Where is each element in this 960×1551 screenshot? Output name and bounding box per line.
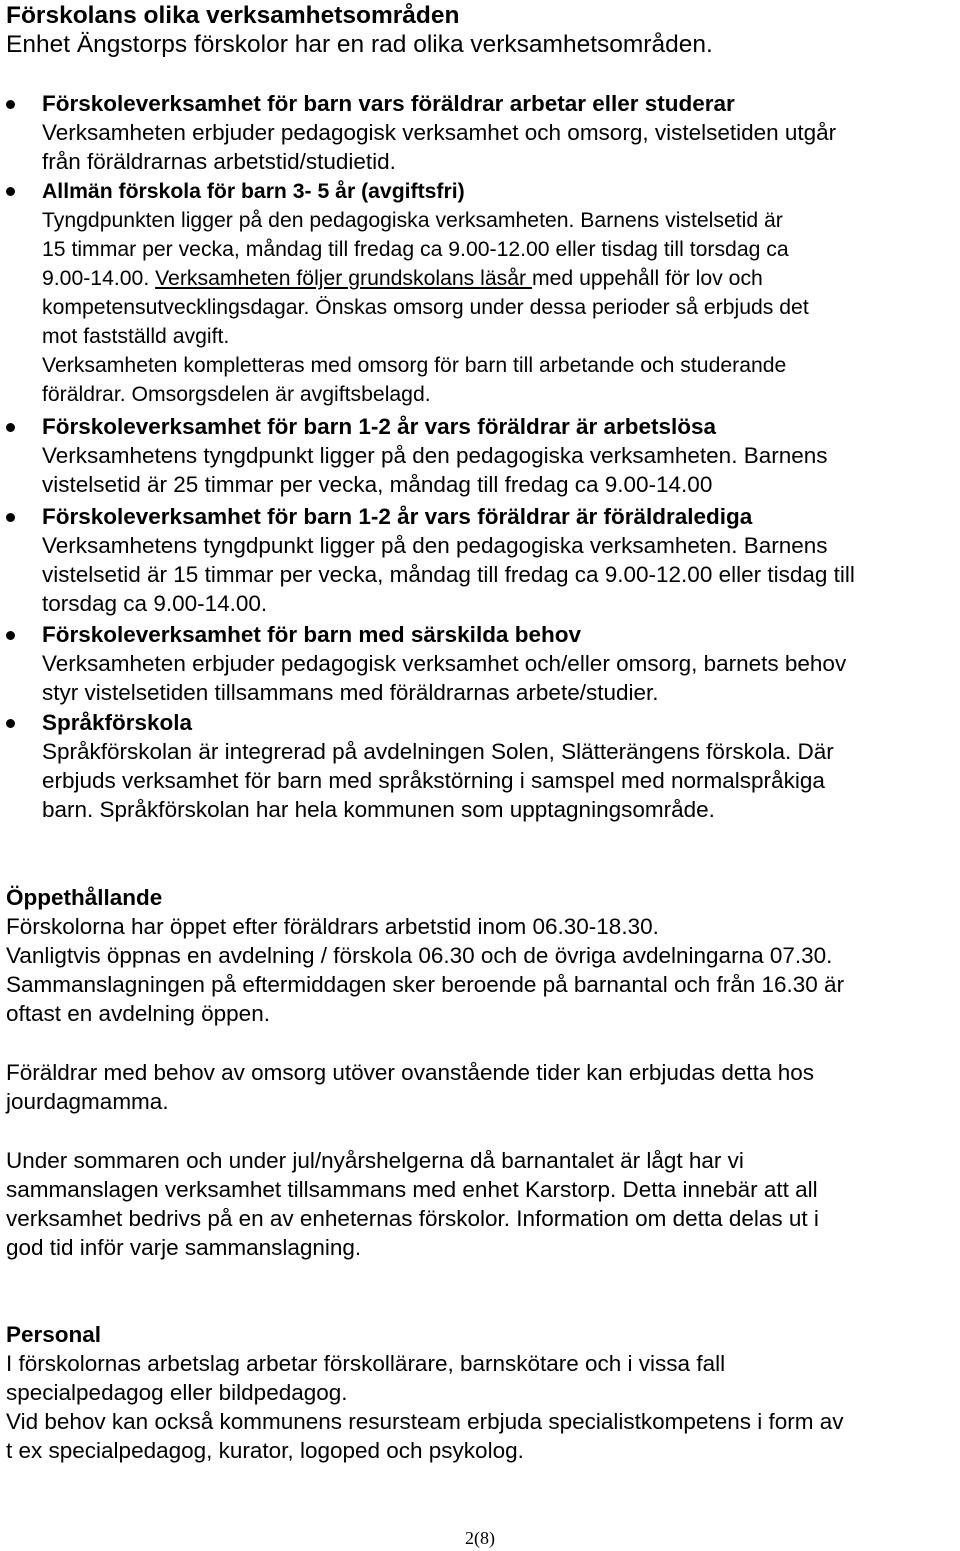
item-text: styr vistelsetiden tillsammans med föräldrarnas arbete/studier. <box>42 680 659 705</box>
paragraph-line: god tid inför varje sammanslagning. <box>6 1235 362 1260</box>
item-text-part: med uppehåll för lov och <box>531 267 763 290</box>
item-text: Språkförskolan är integrerad på avdelningen Solen, Slätterängens förskola. Där <box>42 739 834 764</box>
paragraph-line: Förskolorna har öppet efter föräldrars arbetstid inom 06.30-18.30. <box>6 914 659 939</box>
item-text: Verksamhetens tyngdpunkt ligger på den pedagogiska verksamheten. Barnens <box>42 533 828 558</box>
paragraph-line: Sammanslagningen på eftermiddagen sker beroende på barnantal och från 16.30 är <box>6 972 845 997</box>
item-text: torsdag ca 9.00-14.00. <box>42 591 268 616</box>
item-title: Förskoleverksamhet för barn 1-2 år vars föräldrar är föräldralediga <box>42 504 753 529</box>
item-text: mot fastställd avgift. <box>42 325 230 348</box>
item-text: kompetensutvecklingsdagar. Önskas omsorg under dessa perioder så erbjuds det <box>42 296 809 319</box>
page-number: 2(8) <box>465 1528 495 1548</box>
item-title: Förskoleverksamhet för barn 1-2 år vars föräldrar är arbetslösa <box>42 414 717 439</box>
paragraph-line: Vid behov kan också kommunens resursteam erbjuda specialistkompetens i form av <box>6 1409 844 1434</box>
section-heading: Förskolans olika verksamhetsområden <box>6 2 460 29</box>
item-text-part: 9.00-14.00. <box>42 267 156 290</box>
item-title: Förskoleverksamhet för barn med särskilda behov <box>42 622 581 647</box>
paragraph-line: Vanligtvis öppnas en avdelning / förskola 06.30 och de övriga avdelningarna 07.30. <box>6 943 833 968</box>
paragraph-line: Under sommaren och under jul/nyårshelgerna då barnantalet är lågt har vi <box>6 1148 744 1173</box>
item-text: föräldrar. Omsorgsdelen är avgiftsbelagd. <box>42 383 431 406</box>
paragraph-line: oftast en avdelning öppen. <box>6 1001 270 1026</box>
section-heading: Personal <box>6 1322 102 1347</box>
section-heading: Öppethållande <box>6 885 163 910</box>
paragraph-line: specialpedagog eller bildpedagog. <box>6 1380 348 1405</box>
section-oppethallande <box>6 883 956 1028</box>
item-text-underlined: Verksamheten följer grundskolans läsår <box>155 267 532 290</box>
section-personal <box>6 1320 956 1465</box>
item-text <box>42 264 958 293</box>
item-text: vistelsetid är 15 timmar per vecka, måndag till fredag ca 9.00-12.00 eller tisdag till <box>42 562 855 587</box>
item-text: Tyngdpunkten ligger på den pedagogiska verksamheten. Barnens vistelsetid är <box>42 209 783 232</box>
paragraph-jourdagmamma <box>6 1058 956 1116</box>
paragraph-line: jourdagmamma. <box>6 1089 169 1114</box>
item-text: från föräldrarnas arbetstid/studietid. <box>42 149 396 174</box>
section-verksamhetsomraden <box>6 1 956 59</box>
bullet-icon <box>6 187 15 196</box>
paragraph-line: t ex specialpedagog, kurator, logoped och psykolog. <box>6 1438 524 1463</box>
bullet-icon <box>6 513 15 522</box>
section-intro: Enhet Ängstorps förskolor har en rad olika verksamhetsområden. <box>6 31 713 58</box>
bullet-icon <box>6 631 15 640</box>
paragraph-line: verksamhet bedrivs på en av enheternas förskolor. Information om detta delas ut i <box>6 1206 819 1231</box>
item-text: vistelsetid är 25 timmar per vecka, måndag till fredag ca 9.00-14.00 <box>42 472 713 497</box>
bullet-icon <box>6 719 15 728</box>
item-text: Verksamheten erbjuder pedagogisk verksamhet och/eller omsorg, barnets behov <box>42 651 847 676</box>
paragraph-line: I förskolornas arbetslag arbetar förskollärare, barnskötare och i vissa fall <box>6 1351 726 1376</box>
item-title: Språkförskola <box>42 710 193 735</box>
item-text: Verksamheten kompletteras med omsorg för barn till arbetande och studerande <box>42 354 787 377</box>
item-title: Förskoleverksamhet för barn vars föräldrar arbetar eller studerar <box>42 91 735 116</box>
paragraph-sommar <box>6 1146 956 1262</box>
item-text: Verksamheten erbjuder pedagogisk verksamhet och omsorg, vistelsetiden utgår <box>42 120 837 145</box>
bullet-icon <box>6 423 15 432</box>
item-title: Allmän förskola för barn 3- 5 år (avgiftsfri) <box>42 180 465 203</box>
bullet-icon <box>6 100 15 109</box>
item-text: erbjuds verksamhet för barn med språkstörning i samspel med normalspråkiga <box>42 768 825 793</box>
item-text: Verksamhetens tyngdpunkt ligger på den pedagogiska verksamheten. Barnens <box>42 443 828 468</box>
paragraph-line: sammanslagen verksamhet tillsammans med enhet Karstorp. Detta innebär att all <box>6 1177 818 1202</box>
item-text: barn. Språkförskolan har hela kommunen som upptagningsområde. <box>42 797 715 822</box>
paragraph-line: Föräldrar med behov av omsorg utöver ovanstående tider kan erbjudas detta hos <box>6 1060 814 1085</box>
item-text: 15 timmar per vecka, måndag till fredag ca 9.00-12.00 eller tisdag till torsdag ca <box>42 238 789 261</box>
